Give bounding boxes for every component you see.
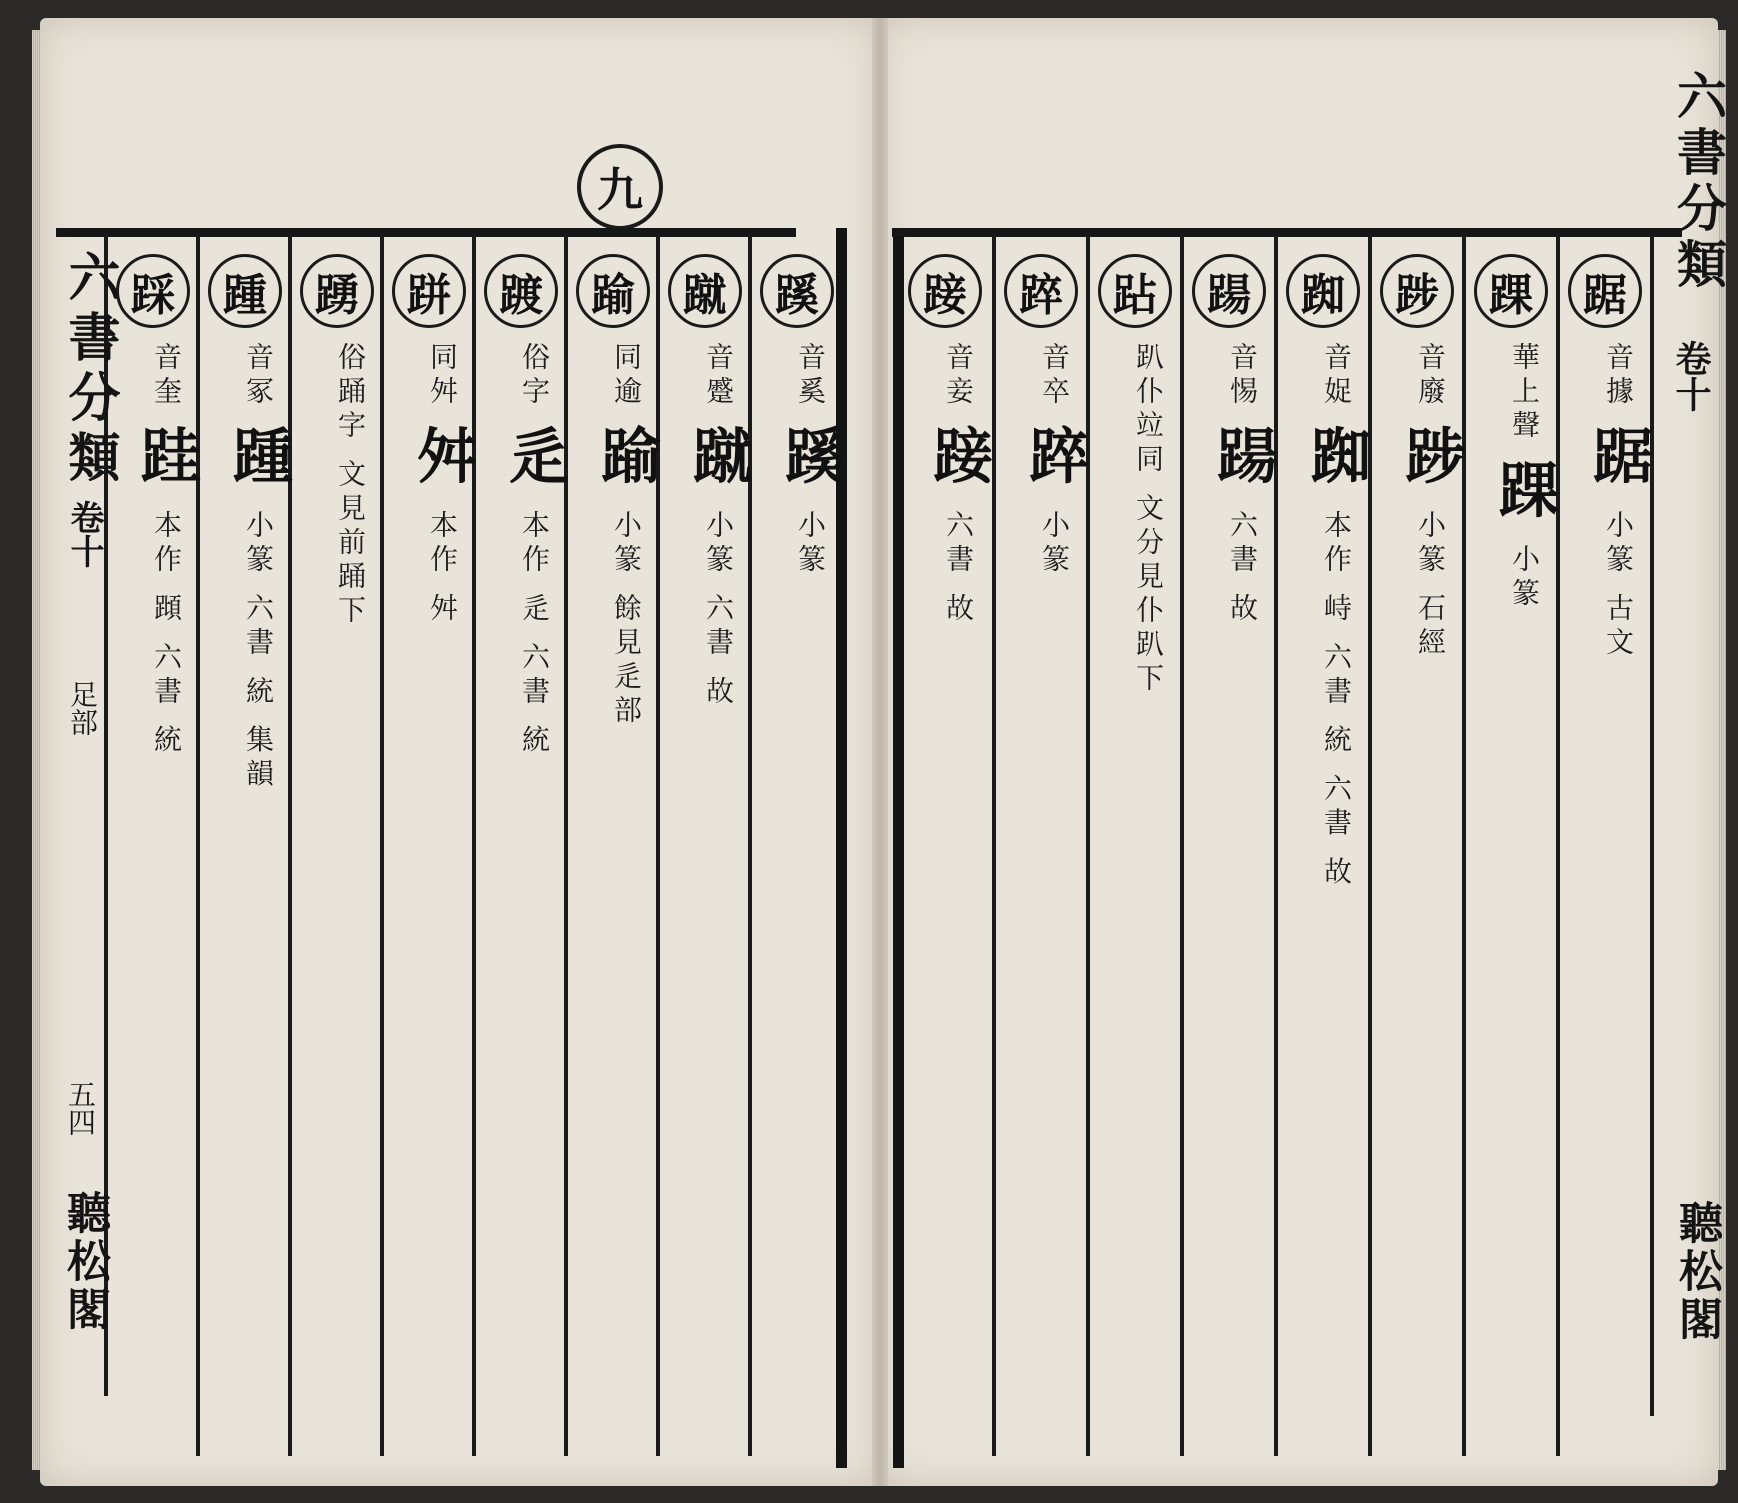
- entry-body: [1395, 342, 1465, 1432]
- entry-column: [996, 242, 1088, 1442]
- entry-body: [1301, 342, 1371, 1432]
- entry-head-char: 踼: [1192, 254, 1266, 328]
- entry-column: [660, 242, 752, 1442]
- seal-glyph: 蹊: [775, 424, 845, 495]
- source-note: 六書 故: [942, 509, 975, 627]
- source-note: 小篆 餘見辵部: [610, 509, 643, 729]
- entry-column: [900, 242, 992, 1442]
- entry-head-char: 踴: [300, 254, 374, 328]
- leaf-number: 九: [577, 144, 663, 230]
- seal-glyph: 踵: [223, 424, 293, 495]
- pronunciation: 同舛: [426, 342, 459, 410]
- source-note: 小篆 石經: [1414, 509, 1447, 661]
- section-label: 足部: [66, 680, 99, 736]
- source-note: 小篆: [794, 509, 827, 578]
- entry-head-char: 踥: [908, 254, 982, 328]
- entry-head-char: 蹴: [668, 254, 742, 328]
- entry-column: [1090, 242, 1182, 1442]
- entry-head-char: 踄: [1380, 254, 1454, 328]
- entry-head-char: 跰: [392, 254, 466, 328]
- source-note: 小篆 古文: [1602, 509, 1635, 661]
- entry-body: [775, 342, 845, 1432]
- seal-glyph: 踰: [591, 424, 661, 495]
- entry-column: [476, 242, 568, 1442]
- entry-head-char: 踞: [1568, 254, 1642, 328]
- entry-head-char: 踵: [208, 254, 282, 328]
- entry-head-char: 踰: [576, 254, 650, 328]
- seal-glyph: 踼: [1207, 424, 1277, 495]
- entry-column: [292, 242, 384, 1442]
- entry-head-char: 踟: [1286, 254, 1360, 328]
- book-title-right: 六書分類: [1669, 70, 1728, 294]
- pronunciation: 華上聲: [1508, 342, 1541, 444]
- entry-column: [200, 242, 292, 1442]
- entry-head-char: 踤: [1004, 254, 1078, 328]
- publisher-mark-right: 聽松閣: [1671, 1200, 1722, 1344]
- book-title: 六書分類: [59, 250, 120, 490]
- entry-body: [499, 342, 569, 1432]
- publisher-mark: 聽松閣: [59, 1190, 110, 1334]
- pronunciation: 音蹙: [702, 342, 735, 410]
- entry-body: [1019, 342, 1089, 1432]
- pronunciation: 音惕: [1226, 342, 1259, 410]
- seal-glyph: 跬: [131, 424, 201, 495]
- pronunciation: 音妾: [942, 342, 975, 410]
- seal-glyph: 踝: [1489, 458, 1559, 529]
- entry-body: [223, 342, 293, 1432]
- entry-head-char: 蹊: [760, 254, 834, 328]
- seal-glyph: 踟: [1301, 424, 1371, 495]
- seal-glyph: 辵: [499, 424, 569, 495]
- pronunciation: 趴仆竝同: [1132, 342, 1165, 478]
- entry-column: [752, 242, 844, 1442]
- entry-body: [1118, 342, 1178, 1432]
- source-note: 文見前踊下: [334, 458, 367, 629]
- pronunciation: 音冢: [242, 342, 275, 410]
- source-note: 小篆 六書 統 集韻: [242, 509, 275, 793]
- entry-column: [568, 242, 660, 1442]
- source-note: 六書 故: [1226, 509, 1259, 627]
- entry-head-char: 踩: [116, 254, 190, 328]
- seal-glyph: 踄: [1395, 424, 1465, 495]
- entry-column: [1560, 242, 1652, 1442]
- source-note: 小篆 六書 故: [702, 509, 735, 710]
- page-number: 五四: [64, 1080, 97, 1136]
- source-note: 小篆: [1038, 509, 1071, 578]
- source-note: 本作 峙 六書 統 六書 故: [1320, 509, 1353, 891]
- volume-label: 卷十: [64, 500, 104, 568]
- seal-glyph: 舛: [407, 424, 477, 495]
- source-note: 文分見仆趴下: [1132, 492, 1165, 697]
- source-note: 小篆: [1508, 543, 1541, 612]
- pronunciation: 同逾: [610, 342, 643, 410]
- pronunciation: 音卒: [1038, 342, 1071, 410]
- entry-head-char: 踝: [1474, 254, 1548, 328]
- seal-glyph: 蹴: [683, 424, 753, 495]
- seal-glyph: 踞: [1583, 424, 1653, 495]
- pronunciation: 俗踊字: [334, 342, 367, 444]
- source-note: 本作 辵 六書 統: [518, 509, 551, 759]
- entry-column: [1372, 242, 1464, 1442]
- entry-body: [591, 342, 661, 1432]
- entry-body: [923, 342, 993, 1432]
- book-gutter: [872, 18, 888, 1486]
- entry-body: [131, 342, 201, 1432]
- entry-body: [1583, 342, 1653, 1432]
- pronunciation: 音奎: [150, 342, 183, 410]
- pronunciation: 俗字: [518, 342, 551, 410]
- pronunciation: 音奚: [794, 342, 827, 410]
- entry-column: [1184, 242, 1276, 1442]
- entry-body: [683, 342, 753, 1432]
- seal-glyph: 踤: [1019, 424, 1089, 495]
- pronunciation: 音娖: [1320, 342, 1353, 410]
- entry-body: [320, 342, 380, 1432]
- entry-column: [1466, 242, 1558, 1442]
- entry-head-char: 跕: [1098, 254, 1172, 328]
- entry-body: [1207, 342, 1277, 1432]
- entry-column: [384, 242, 476, 1442]
- pronunciation: 音廢: [1414, 342, 1447, 410]
- entry-body: [407, 342, 477, 1432]
- entry-head-char: 踱: [484, 254, 558, 328]
- entry-column: [1278, 242, 1370, 1442]
- source-note: 本作 蹞 六書 統: [150, 509, 183, 759]
- entry-body: [1489, 342, 1559, 1432]
- source-note: 本作 舛: [426, 509, 459, 627]
- pronunciation: 音據: [1602, 342, 1635, 410]
- seal-glyph: 踥: [923, 424, 993, 495]
- left-page-edges: [32, 30, 40, 1470]
- volume-label-right: 卷十: [1670, 340, 1712, 412]
